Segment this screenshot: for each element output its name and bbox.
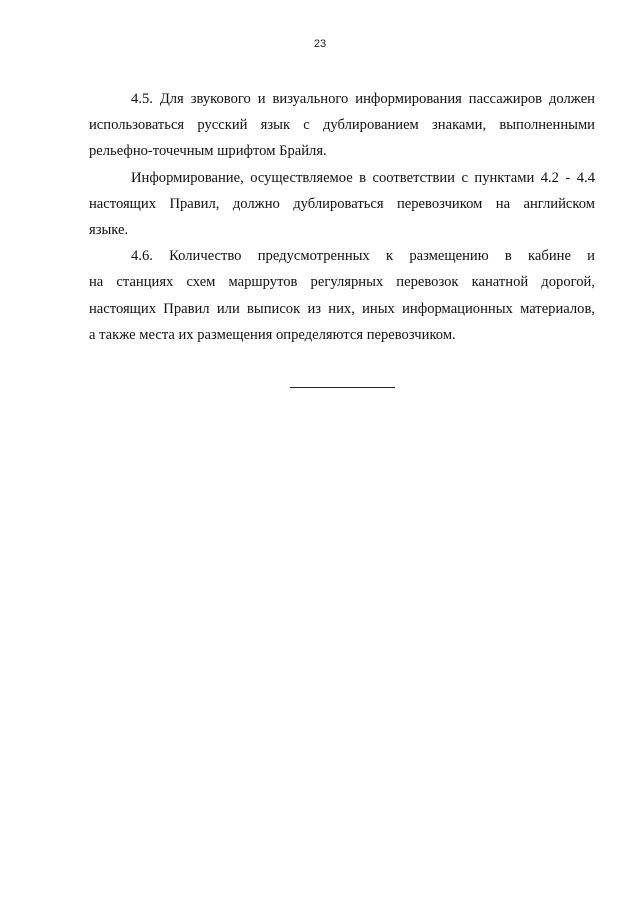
paragraph-4-5 <box>89 86 595 165</box>
text-line: настоящих Правил, должно дублироваться перевозчиком на английском <box>89 195 595 212</box>
text-line: настоящих Правил или выписок из них, иных информационных материалов, <box>89 300 595 317</box>
closing-divider <box>290 387 395 388</box>
document-body <box>89 86 595 348</box>
text-line: языке. <box>89 222 129 239</box>
text-line: использоваться русский язык с дублированием знаками, выполненными <box>89 117 595 134</box>
text-line: а также места их размещения определяются перевозчиком. <box>89 326 456 343</box>
text-line: 4.6. Количество предусмотренных к размещению в кабине и <box>131 248 595 265</box>
paragraph-4-6 <box>89 243 595 348</box>
text-line: на станциях схем маршрутов регулярных перевозок канатной дорогой, <box>89 274 595 291</box>
paragraph-informing <box>89 165 595 244</box>
text-line: рельефно-точечным шрифтом Брайля. <box>89 143 327 160</box>
text-line: 4.5. Для звукового и визуального информирования пассажиров должен <box>131 91 595 107</box>
page-number: 23 <box>313 38 327 50</box>
text-line: Информирование, осуществляемое в соответствии с пунктами 4.2 - 4.4 <box>131 169 595 186</box>
